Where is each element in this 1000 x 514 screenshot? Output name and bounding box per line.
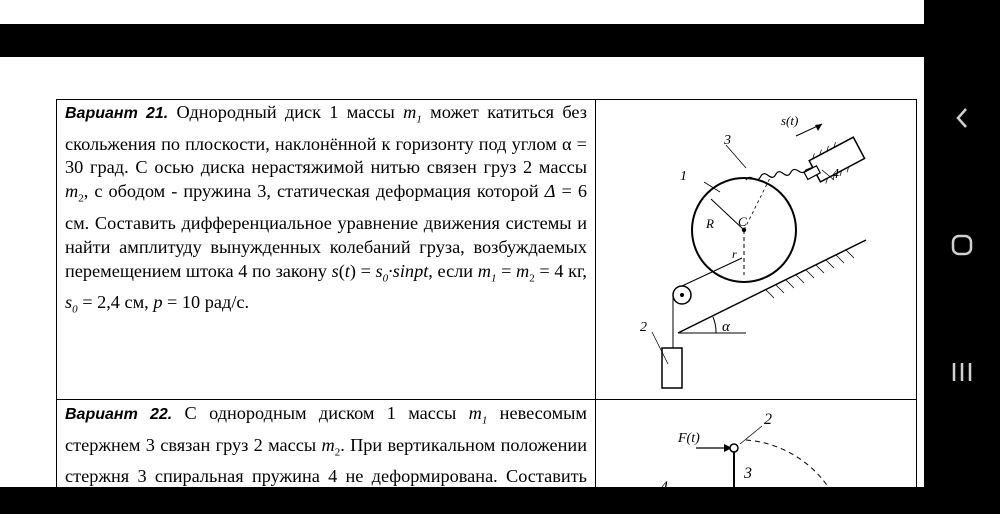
document-page	[0, 57, 924, 511]
label-4: 4	[660, 479, 668, 496]
label-1: 1	[680, 169, 687, 184]
st-arrowhead	[815, 124, 822, 131]
pulley-axle	[680, 293, 684, 297]
label-st: s(t)	[781, 113, 799, 128]
home-icon	[949, 232, 975, 258]
recents-icon	[950, 361, 974, 383]
task-row-21	[57, 100, 917, 400]
load-2	[662, 348, 682, 388]
task-21-figure	[596, 100, 916, 399]
android-nav-bar	[924, 0, 1000, 487]
tasks-table	[56, 99, 917, 514]
label-2: 2	[764, 411, 772, 428]
task-text-cell	[57, 400, 596, 514]
task-row-22	[57, 400, 917, 514]
task-22-text: Вариант 22. С однородным диском 1 массы $m_1$ невесомым стержнем 3 связан груз 2 массы $m_2$. При вертикальном положении стержня 3 спиральная пружина 4 не деформирована. Составить дифференциальное	[65, 403, 587, 511]
recents-button[interactable]	[924, 352, 1000, 392]
back-icon	[954, 106, 970, 130]
task-22-figure	[596, 400, 916, 500]
label-3: 3	[724, 133, 731, 148]
task-21-text: Вариант 21. Однородный диск 1 массы $m_1$ может катиться без скольжения по плоскости, наклонённой к горизонту под углом α = 30 град. С осью диска нерастяжимой нитью связен груз 2 массы $m_2$, с ободом - пружина 3, статическая деформация которой Δ = 6 см. Составить дифференциальное уравнение движения системы и найти амплитуду вынужденных колебаний груза, возбуждаемых перемещением штока 4 по закону $s(t) = s_0\cdot sinpt$, если $m_1 = m_2 = 4$ кг, $s_0 = 2,4$ см, p = 10 рад/с.	[65, 102, 587, 316]
task-text-cell	[57, 100, 596, 400]
label-R: R	[706, 216, 714, 231]
home-button[interactable]	[924, 225, 1000, 265]
label-2: 2	[640, 320, 647, 335]
incline-line	[678, 240, 866, 333]
label-r: r	[732, 247, 737, 261]
trajectory-arc	[746, 440, 836, 500]
task-21-figure-cell	[596, 100, 917, 400]
label-Ft: F(t)	[678, 431, 700, 446]
label-C: C	[738, 214, 747, 229]
angle-arc	[713, 317, 716, 333]
disc-leader	[704, 182, 720, 192]
incline-hatch	[766, 250, 854, 298]
label-3: 3	[744, 465, 752, 482]
back-button[interactable]	[924, 98, 1000, 138]
spring-leader	[726, 145, 746, 168]
top-page-strip	[0, 0, 924, 24]
label-4: 4	[832, 167, 839, 182]
task-22-figure-cell	[596, 400, 917, 514]
variant-21-label: Вариант 21.	[65, 105, 169, 122]
label-alpha: α	[722, 319, 730, 335]
variant-22-label: Вариант 22.	[65, 406, 173, 423]
load-point	[730, 444, 738, 452]
